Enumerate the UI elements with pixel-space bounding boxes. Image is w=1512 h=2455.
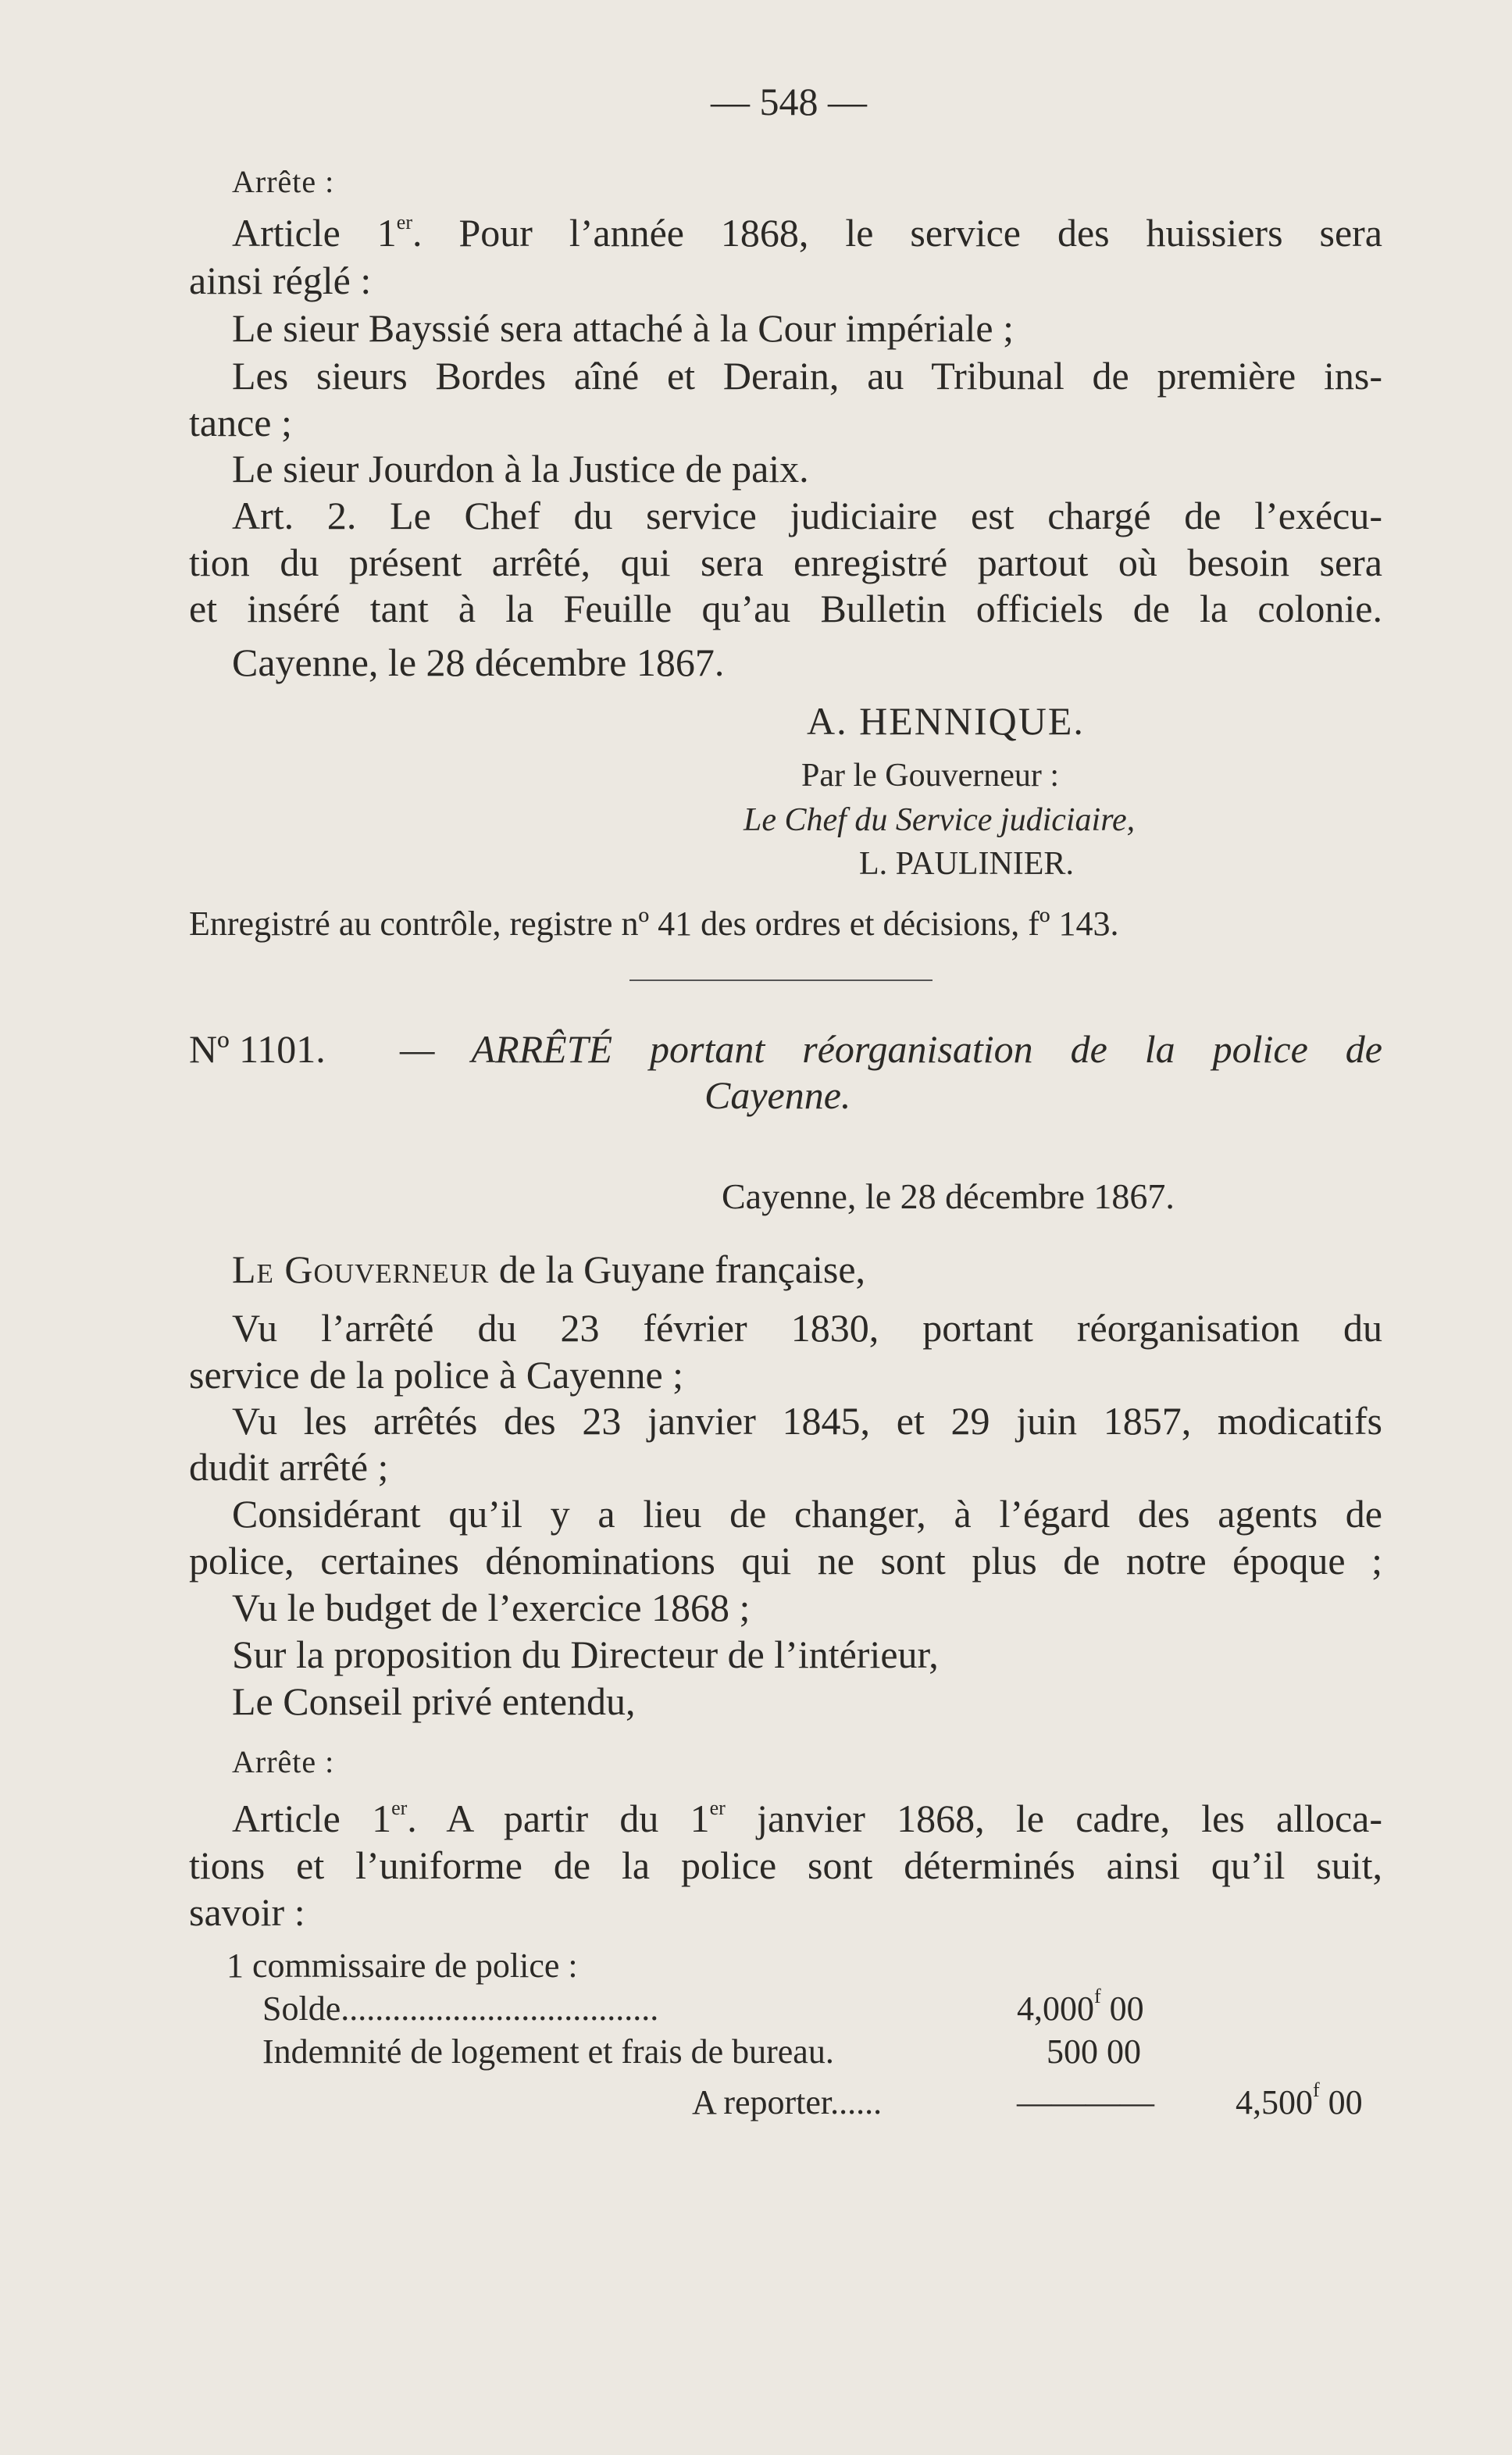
text-line: Vu le budget de l’exercice 1868 ; [232,1586,751,1629]
carry-forward-label: A reporter...... [692,2083,883,2121]
arrete-heading: Arrête : [232,164,335,199]
text-line: Vu l’arrêté du 23 février 1830, portant réorganisation du [232,1306,1382,1350]
text-line: Le sieur Jourdon à la Justice de paix. [232,447,809,491]
text-line: tance ; [189,401,292,444]
text-line: dudit arrêté ; [189,1445,389,1489]
article-1-line: Article 1er. A partir du 1er janvier 1868, le cadre, les alloca- [232,1797,1383,1840]
table-row-label: Indemnité de logement et frais de bureau. [262,2032,834,2071]
text-line: Les sieurs Bordes aîné et Derain, au Tribunal de première ins- [232,354,1382,398]
text-line: Considérant qu’il y a lieu de changer, à l’égard des agents de [232,1492,1382,1536]
registration-note: Enregistré au contrôle, registre nº 41 des ordres et décisions, fº 143. [189,905,1119,943]
carry-forward-total: 4,500$^f$ 00 [1236,2079,1363,2121]
text-line: Art. 2. Le Chef du service judiciaire est chargé de l’exécu- [232,494,1382,537]
text-line: Vu les arrêtés des 23 janvier 1845, et 29 juin 1857, modicatifs [232,1399,1382,1443]
countersign-label: Par le Gouverneur : [801,758,1060,794]
text-line: savoir : [189,1890,305,1934]
arrete-heading: Arrête : [232,1744,335,1779]
table-row-label: Solde..................................... [262,1989,659,2028]
signature: A. HENNIQUE. [807,699,1085,743]
table-row-amount: 500 00 [1047,2032,1141,2071]
dateline: Cayenne, le 28 décembre 1867. [232,641,725,684]
text-line: Sur la proposition du Directeur de l’intérieur, [232,1633,939,1676]
text-line: et inséré tant à la Feuille qu’au Bulletin officiels de la colonie. [189,587,1382,630]
arrete-number: Nº 1101. [189,1027,326,1071]
gouverneur-line: Le Gouverneur de la Guyane française, [232,1247,866,1291]
page-number: — 548 — [711,80,867,123]
text-line: tion du présent arrêté, qui sera enregistré partout où besoin sera [189,541,1382,584]
table-row-amount: 4,000$^f$ 00 [1017,1985,1144,2028]
text-line: service de la police à Cayenne ; [189,1353,684,1397]
text-line: tions et l’uniforme de la police sont déterminés ainsi qu’il suit, [189,1843,1382,1887]
arrete-title: — ARRÊTÉ portant réorganisation de la police de [400,1027,1382,1071]
arrete-title-cont: Cayenne. [704,1073,851,1117]
article-1-line: Article 1er. Pour l’année 1868, le service des huissiers sera [232,211,1382,255]
text-line: Le Conseil privé entendu, [232,1679,636,1723]
text-line: ainsi réglé : [189,259,372,302]
text-line: police, certaines dénominations qui ne sont plus de notre époque ; [189,1539,1382,1583]
countersign-title: Le Chef du Service judiciaire, [744,802,1136,838]
countersign-name: L. PAULINIER. [859,846,1074,882]
dateline: Cayenne, le 28 décembre 1867. [722,1176,1175,1216]
carry-forward-dash: ———— [1017,2083,1154,2121]
section-divider [629,980,933,981]
text-line: Le sieur Bayssié sera attaché à la Cour impériale ; [232,306,1014,350]
table-group-label: 1 commissaire de police : [226,1947,578,1985]
